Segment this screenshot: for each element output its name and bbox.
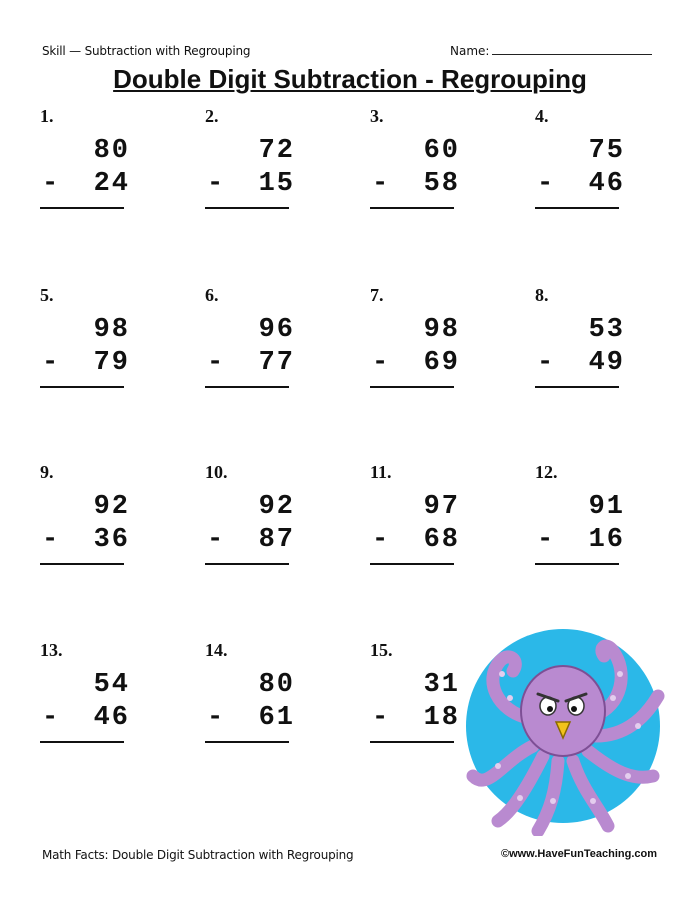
- problem-number: 12.: [535, 462, 558, 482]
- problem-number: 5.: [40, 285, 54, 305]
- subtrahend: 49: [588, 348, 625, 378]
- answer-line: [40, 207, 124, 209]
- answer-line: [370, 563, 454, 565]
- problem-number: 8.: [535, 285, 549, 305]
- problem-2: [205, 106, 295, 246]
- minus-sign: -: [207, 525, 224, 555]
- minuend: 54: [93, 670, 130, 700]
- answer-line: [40, 741, 124, 743]
- problem-7: [370, 285, 460, 425]
- subtrahend: 16: [588, 525, 625, 555]
- minuend: 98: [93, 315, 130, 345]
- skill-label: Skill — Subtraction with Regrouping: [42, 44, 251, 58]
- minuend: 80: [258, 670, 295, 700]
- subtrahend: 15: [258, 169, 295, 199]
- minus-sign: -: [537, 348, 554, 378]
- problem-number: 13.: [40, 640, 63, 660]
- minus-sign: -: [372, 169, 389, 199]
- minus-sign: -: [207, 703, 224, 733]
- problem-number: 4.: [535, 106, 549, 126]
- problem-5: [40, 285, 130, 425]
- minus-sign: -: [42, 348, 59, 378]
- problem-11: [370, 462, 460, 602]
- name-field: [450, 44, 652, 58]
- minus-sign: -: [537, 525, 554, 555]
- name-line: [492, 44, 652, 55]
- minuend: 80: [93, 136, 130, 166]
- minuend: 72: [258, 136, 295, 166]
- subtrahend: 24: [93, 169, 130, 199]
- problem-8: [535, 285, 625, 425]
- problem-1: [40, 106, 130, 246]
- problem-number: 11.: [370, 462, 392, 482]
- answer-line: [370, 741, 454, 743]
- subtrahend: 77: [258, 348, 295, 378]
- minus-sign: -: [42, 703, 59, 733]
- problem-9: [40, 462, 130, 602]
- minus-sign: -: [372, 348, 389, 378]
- footer-caption: Math Facts: Double Digit Subtraction with Regrouping: [42, 848, 354, 862]
- problem-number: 14.: [205, 640, 228, 660]
- minuend: 91: [588, 492, 625, 522]
- answer-line: [370, 386, 454, 388]
- octopus-icon: [458, 626, 668, 836]
- subtrahend: 79: [93, 348, 130, 378]
- minuend: 53: [588, 315, 625, 345]
- problem-number: 3.: [370, 106, 384, 126]
- subtrahend: 36: [93, 525, 130, 555]
- answer-line: [205, 386, 289, 388]
- subtrahend: 58: [423, 169, 460, 199]
- problem-number: 2.: [205, 106, 219, 126]
- problem-14: [205, 640, 295, 780]
- answer-line: [205, 207, 289, 209]
- answer-line: [535, 386, 619, 388]
- minus-sign: -: [207, 348, 224, 378]
- minus-sign: -: [537, 169, 554, 199]
- subtrahend: 18: [423, 703, 460, 733]
- answer-line: [370, 207, 454, 209]
- subtrahend: 46: [588, 169, 625, 199]
- problem-number: 9.: [40, 462, 54, 482]
- minuend: 92: [93, 492, 130, 522]
- minuend: 31: [423, 670, 460, 700]
- problem-number: 7.: [370, 285, 384, 305]
- problem-number: 6.: [205, 285, 219, 305]
- answer-line: [40, 386, 124, 388]
- subtrahend: 69: [423, 348, 460, 378]
- problem-12: [535, 462, 625, 602]
- subtrahend: 68: [423, 525, 460, 555]
- minus-sign: -: [372, 525, 389, 555]
- problem-13: [40, 640, 130, 780]
- minuend: 97: [423, 492, 460, 522]
- problem-15: [370, 640, 460, 780]
- problem-3: [370, 106, 460, 246]
- problem-6: [205, 285, 295, 425]
- minus-sign: -: [207, 169, 224, 199]
- name-label: Name:: [450, 44, 490, 58]
- answer-line: [535, 563, 619, 565]
- subtrahend: 87: [258, 525, 295, 555]
- problem-4: [535, 106, 625, 246]
- problem-number: 15.: [370, 640, 393, 660]
- worksheet-title: Double Digit Subtraction - Regrouping: [113, 64, 587, 94]
- octopus-body: [521, 666, 605, 756]
- problem-10: [205, 462, 295, 602]
- minus-sign: -: [42, 525, 59, 555]
- problem-number: 10.: [205, 462, 228, 482]
- problem-number: 1.: [40, 106, 54, 126]
- answer-line: [535, 207, 619, 209]
- minuend: 60: [423, 136, 460, 166]
- subtrahend: 46: [93, 703, 130, 733]
- minuend: 75: [588, 136, 625, 166]
- subtrahend: 61: [258, 703, 295, 733]
- answer-line: [40, 563, 124, 565]
- minus-sign: -: [42, 169, 59, 199]
- minuend: 98: [423, 315, 460, 345]
- minus-sign: -: [372, 703, 389, 733]
- minuend: 92: [258, 492, 295, 522]
- answer-line: [205, 741, 289, 743]
- minuend: 96: [258, 315, 295, 345]
- answer-line: [205, 563, 289, 565]
- footer-copyright: ©www.HaveFunTeaching.com: [500, 848, 657, 860]
